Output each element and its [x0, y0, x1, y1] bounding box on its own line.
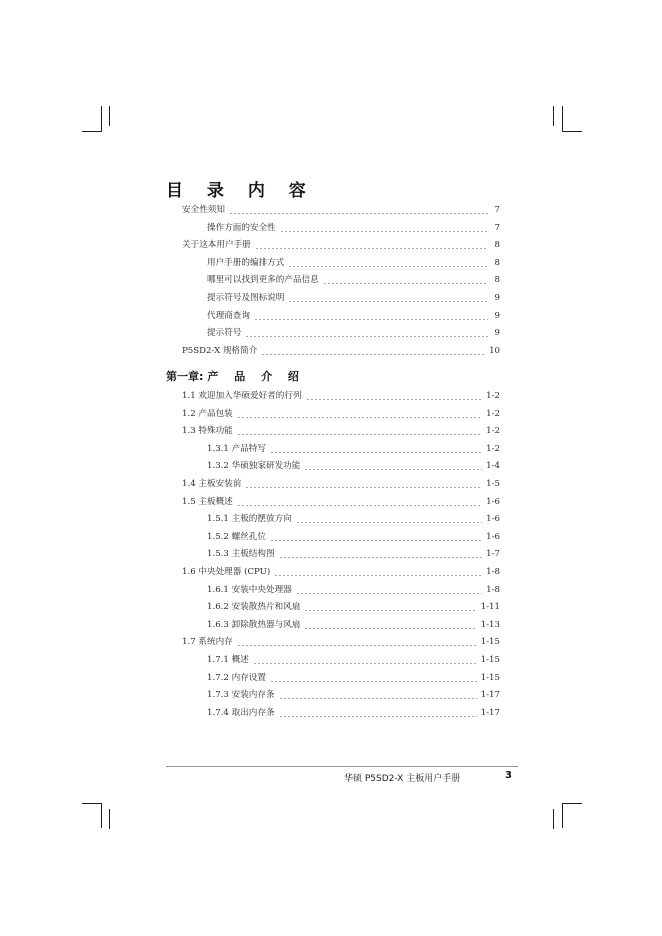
toc-dot-leader	[279, 557, 483, 558]
toc-entry-label: 1.3.1 产品特写	[207, 443, 266, 454]
page-number: 3	[505, 770, 512, 781]
toc-entry-page: 1-7	[486, 549, 500, 560]
toc-entry-label: 1.7.4 取出内存条	[207, 707, 275, 718]
toc-dot-leader	[237, 505, 482, 506]
toc-entry[interactable]	[207, 530, 500, 544]
toc-entry[interactable]	[207, 512, 500, 526]
toc-entry[interactable]	[207, 273, 500, 287]
toc-entry[interactable]	[207, 256, 500, 270]
toc-entry-page: 7	[494, 222, 500, 233]
footer-rule	[166, 766, 518, 767]
toc-entry[interactable]	[207, 671, 500, 685]
toc-entry-page: 1-15	[480, 637, 500, 648]
toc-entry[interactable]	[207, 291, 500, 305]
toc-entry-page: 1-15	[480, 655, 500, 665]
toc-entry-label: 安全性须知	[182, 205, 225, 215]
toc-entry-label: 1.1 欢迎加入华硕爱好者的行列	[182, 391, 302, 401]
toc-dot-leader	[280, 231, 488, 232]
toc-entry[interactable]	[182, 424, 500, 438]
toc-entry[interactable]	[207, 309, 500, 323]
toc-entry-page: 1-15	[480, 672, 500, 683]
toc-dot-leader	[304, 610, 476, 611]
chapter-name: 产 品 介 绍	[207, 370, 305, 383]
toc-dot-leader	[270, 681, 477, 682]
toc-entry-page: 1-6	[486, 531, 500, 542]
crop-mark-top-left-v	[109, 106, 110, 126]
toc-entry[interactable]	[207, 600, 500, 614]
toc-entry[interactable]	[182, 495, 500, 509]
toc-entry-page: 1-2	[486, 391, 500, 401]
crop-mark-bottom-right-h	[562, 803, 582, 804]
crop-mark-bottom-left-h	[82, 803, 102, 804]
crop-mark-bottom-left-v	[101, 803, 102, 828]
footer-text: 华硕 P5SD2-X 主板用户手册	[344, 774, 461, 784]
toc-entry-page: 1-6	[486, 496, 500, 507]
toc-dot-leader	[245, 336, 488, 337]
crop-mark-top-left-v2	[101, 106, 102, 131]
toc-entry-label: 1.6.2 安装散热片和风扇	[207, 602, 301, 613]
toc-dot-leader	[304, 469, 482, 470]
toc-dot-leader	[254, 319, 488, 320]
toc-entry-page: 1-5	[486, 479, 500, 489]
chapter-prefix: 第一章:	[166, 370, 204, 383]
toc-entry-label: 1.7 系统内存	[182, 637, 233, 648]
toc-dot-leader	[255, 248, 488, 249]
toc-dot-leader	[237, 417, 482, 418]
toc-dot-leader	[288, 266, 488, 267]
toc-entry-label: 1.5.1 主板的摆放方向	[207, 514, 292, 525]
toc-entry-page: 1-2	[486, 426, 500, 437]
toc-entry-label: 1.7.2 内存设置	[207, 672, 266, 683]
toc-entry[interactable]	[207, 442, 500, 456]
toc-entry-label: 1.5 主板概述	[182, 496, 233, 507]
toc-entry[interactable]	[207, 326, 500, 340]
toc-entry-label: 关于这本用户手册	[182, 240, 251, 251]
toc-entry-page: 7	[494, 205, 500, 215]
toc-entry-label: 提示符号	[207, 328, 242, 339]
toc-entry-page: 1-17	[480, 690, 500, 701]
crop-mark-bottom-right-v2	[553, 809, 554, 829]
toc-entry-label: 提示符号及图标说明	[207, 293, 285, 303]
toc-entry-page: 1-13	[480, 619, 500, 630]
toc-entry[interactable]	[207, 688, 500, 702]
toc-entry-label: 1.5.3 主板结构图	[207, 549, 275, 560]
toc-entry-label: 1.2 产品包装	[182, 408, 233, 419]
toc-dot-leader	[296, 593, 482, 594]
toc-entry[interactable]	[207, 653, 500, 667]
toc-dot-leader	[323, 283, 488, 284]
toc-entry[interactable]	[182, 203, 500, 217]
toc-entry-label: 1.5.2 螺丝孔位	[207, 531, 266, 542]
toc-entry[interactable]	[207, 221, 500, 235]
toc-dot-leader	[245, 487, 482, 488]
crop-mark-bottom-left-v2	[109, 809, 110, 829]
toc-entry-label: 用户手册的编排方式	[207, 257, 285, 268]
toc-dot-leader	[306, 399, 483, 400]
toc-dot-leader	[261, 354, 485, 355]
page-title: 目 录 内 容	[166, 181, 315, 201]
toc-entry-label: 1.7.3 安装内存条	[207, 690, 275, 701]
toc-entry[interactable]	[182, 565, 500, 579]
toc-entry-label: 1.6 中央处理器 (CPU)	[182, 567, 271, 577]
toc-dot-leader	[237, 645, 477, 646]
toc-entry-label: 1.7.1 概述	[207, 655, 249, 665]
toc-entry-page: 1-2	[486, 408, 500, 419]
toc-entry-page: 9	[494, 293, 500, 303]
toc-dot-leader	[288, 301, 488, 302]
toc-entry-page: 8	[494, 257, 500, 268]
toc-entry[interactable]	[207, 547, 500, 561]
toc-entry-page: 10	[489, 345, 500, 356]
toc-entry-page: 1-17	[480, 707, 500, 718]
toc-entry-label: 哪里可以找到更多的产品信息	[207, 275, 319, 286]
toc-entry[interactable]	[182, 635, 500, 649]
toc-entry-page: 8	[494, 275, 500, 286]
toc-dot-leader	[274, 575, 482, 576]
crop-mark-top-right-v2	[562, 106, 563, 131]
toc-entry[interactable]	[207, 583, 500, 597]
toc-dot-leader	[270, 452, 482, 453]
toc-dot-leader	[270, 540, 482, 541]
toc-entry-page: 1-8	[486, 584, 500, 595]
toc-dot-leader	[279, 698, 477, 699]
toc-entry-page: 1-2	[486, 443, 500, 454]
toc-entry-label: 操作方面的安全性	[207, 222, 276, 233]
toc-entry-page: 1-4	[486, 461, 500, 472]
toc-entry-page: 8	[494, 240, 500, 251]
toc-entry-label: 1.3.2 华硕独家研发功能	[207, 461, 301, 472]
toc-entry-label: 1.4 主板安装前	[182, 479, 242, 489]
toc-entry[interactable]	[182, 477, 500, 491]
toc-entry[interactable]	[207, 618, 500, 632]
toc-entry-label: P5SD2-X 规格简介	[182, 345, 258, 356]
crop-mark-bottom-right-v	[562, 803, 563, 828]
chapter-heading	[166, 368, 305, 384]
toc-dot-leader	[229, 213, 488, 214]
toc-entry-label: 1.3 特殊功能	[182, 426, 233, 437]
toc-entry[interactable]	[182, 389, 500, 403]
toc-entry-page: 1-6	[486, 514, 500, 525]
toc-dot-leader	[304, 628, 476, 629]
toc-entry-page: 9	[494, 310, 500, 321]
toc-dot-leader	[237, 434, 482, 435]
toc-entry[interactable]	[207, 459, 500, 473]
crop-mark-top-right-h	[562, 131, 582, 132]
toc-entry-label: 1.6.1 安装中央处理器	[207, 584, 292, 595]
toc-entry[interactable]	[182, 407, 500, 421]
toc-dot-leader	[296, 522, 482, 523]
toc-entry-label: 1.6.3 卸除散热器与风扇	[207, 619, 301, 630]
toc-entry[interactable]	[182, 238, 500, 252]
crop-mark-top-left-h	[82, 131, 102, 132]
toc-dot-leader	[253, 663, 477, 664]
toc-entry-page: 1-8	[486, 567, 500, 577]
toc-entry[interactable]	[182, 344, 500, 358]
toc-entry[interactable]	[207, 706, 500, 720]
toc-dot-leader	[279, 716, 477, 717]
toc-entry-page: 1-11	[480, 602, 500, 613]
crop-mark-top-right-v	[553, 106, 554, 126]
toc-entry-label: 代理商查询	[207, 310, 250, 321]
toc-entry-page: 9	[494, 328, 500, 339]
